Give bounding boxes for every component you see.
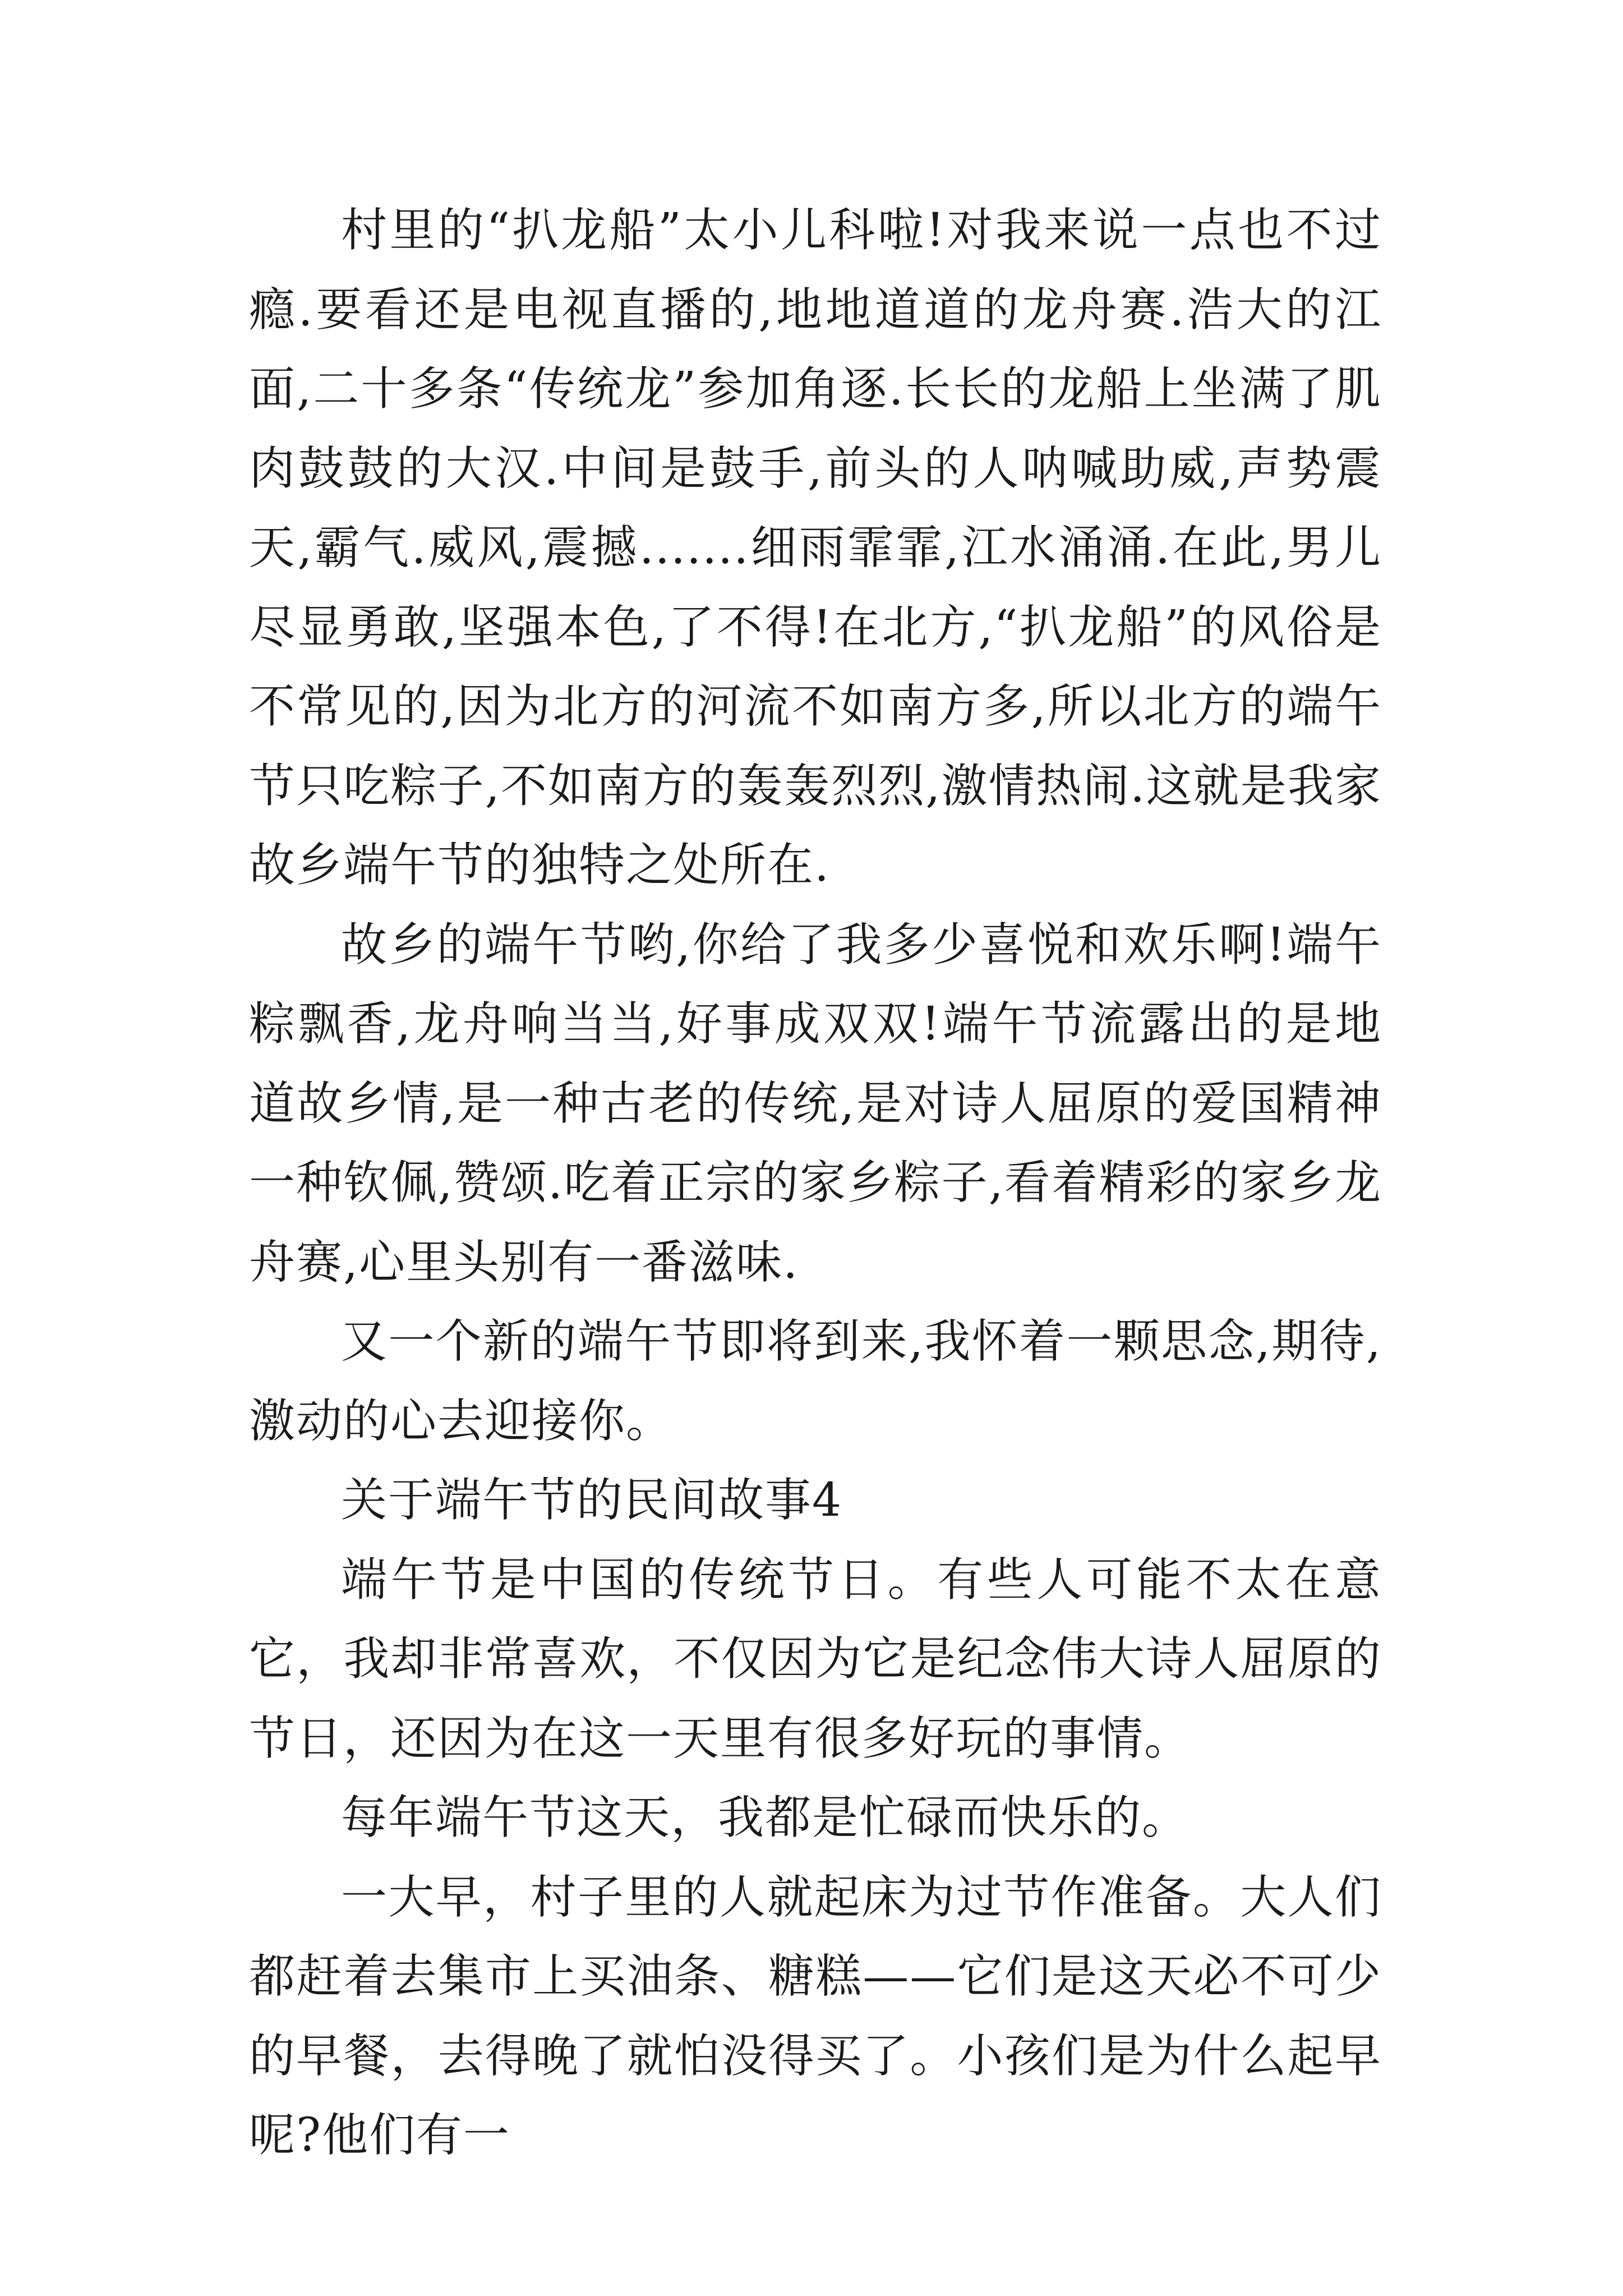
paragraph-new-festival: 又一个新的端午节即将到来,我怀着一颗思念,期待,激动的心去迎接你。 <box>249 1315 1382 1448</box>
paragraph-hometown-festival: 故乡的端午节哟,你给了我多少喜悦和欢乐啊!端午粽飘香,龙舟响当当,好事成双双!端午节流露出的是地道故乡情,是一种古老的传统,是对诗人屈原的爱国精神一种钦佩,赞颂.吃着正宗的家乡粽子,看着精彩的家乡龙舟赛,心里头别有一番滋味. <box>249 918 1382 1289</box>
paragraph-dragon-boat: 村里的“扒龙船”太小儿科啦!对我来说一点也不过瘾.要看还是电视直播的,地地道道的龙舟赛.浩大的江面,二十多条“传统龙”参加角逐.长长的龙船上坐满了肌肉鼓鼓的大汉.中间是鼓手,前头的人呐喊助威,声势震天,霸气.威风,震撼.......细雨霏霏,江水涌涌.在此,男儿尽显勇敢,坚强本色,了不得!在北方,“扒龙船”的风俗是不常见的,因为北方的河流不如南方多,所以北方的端午节只吃粽子,不如南方的轰轰烈烈,激情热闹.这就是我家故乡端午节的独特之处所在. <box>249 204 1382 892</box>
paragraph-traditional-holiday: 端午节是中国的传统节日。有些人可能不太在意它，我却非常喜欢，不仅因为它是纪念伟大诗人屈原的节日，还因为在这一天里有很多好玩的事情。 <box>249 1553 1382 1765</box>
document-body <box>249 191 1382 2175</box>
paragraph-early-morning: 一大早，村子里的人就起床为过节作准备。大人们都赶着去集市上买油条、糖糕——它们是这天必不可少的早餐，去得晚了就怕没得买了。小孩们是为什么起早呢?他们有一 <box>249 1870 1382 2162</box>
section-heading: 关于端午节的民间故事4 <box>341 1474 843 1527</box>
paragraph-busy-day: 每年端午节这天，我都是忙碌而快乐的。 <box>341 1791 1189 1844</box>
